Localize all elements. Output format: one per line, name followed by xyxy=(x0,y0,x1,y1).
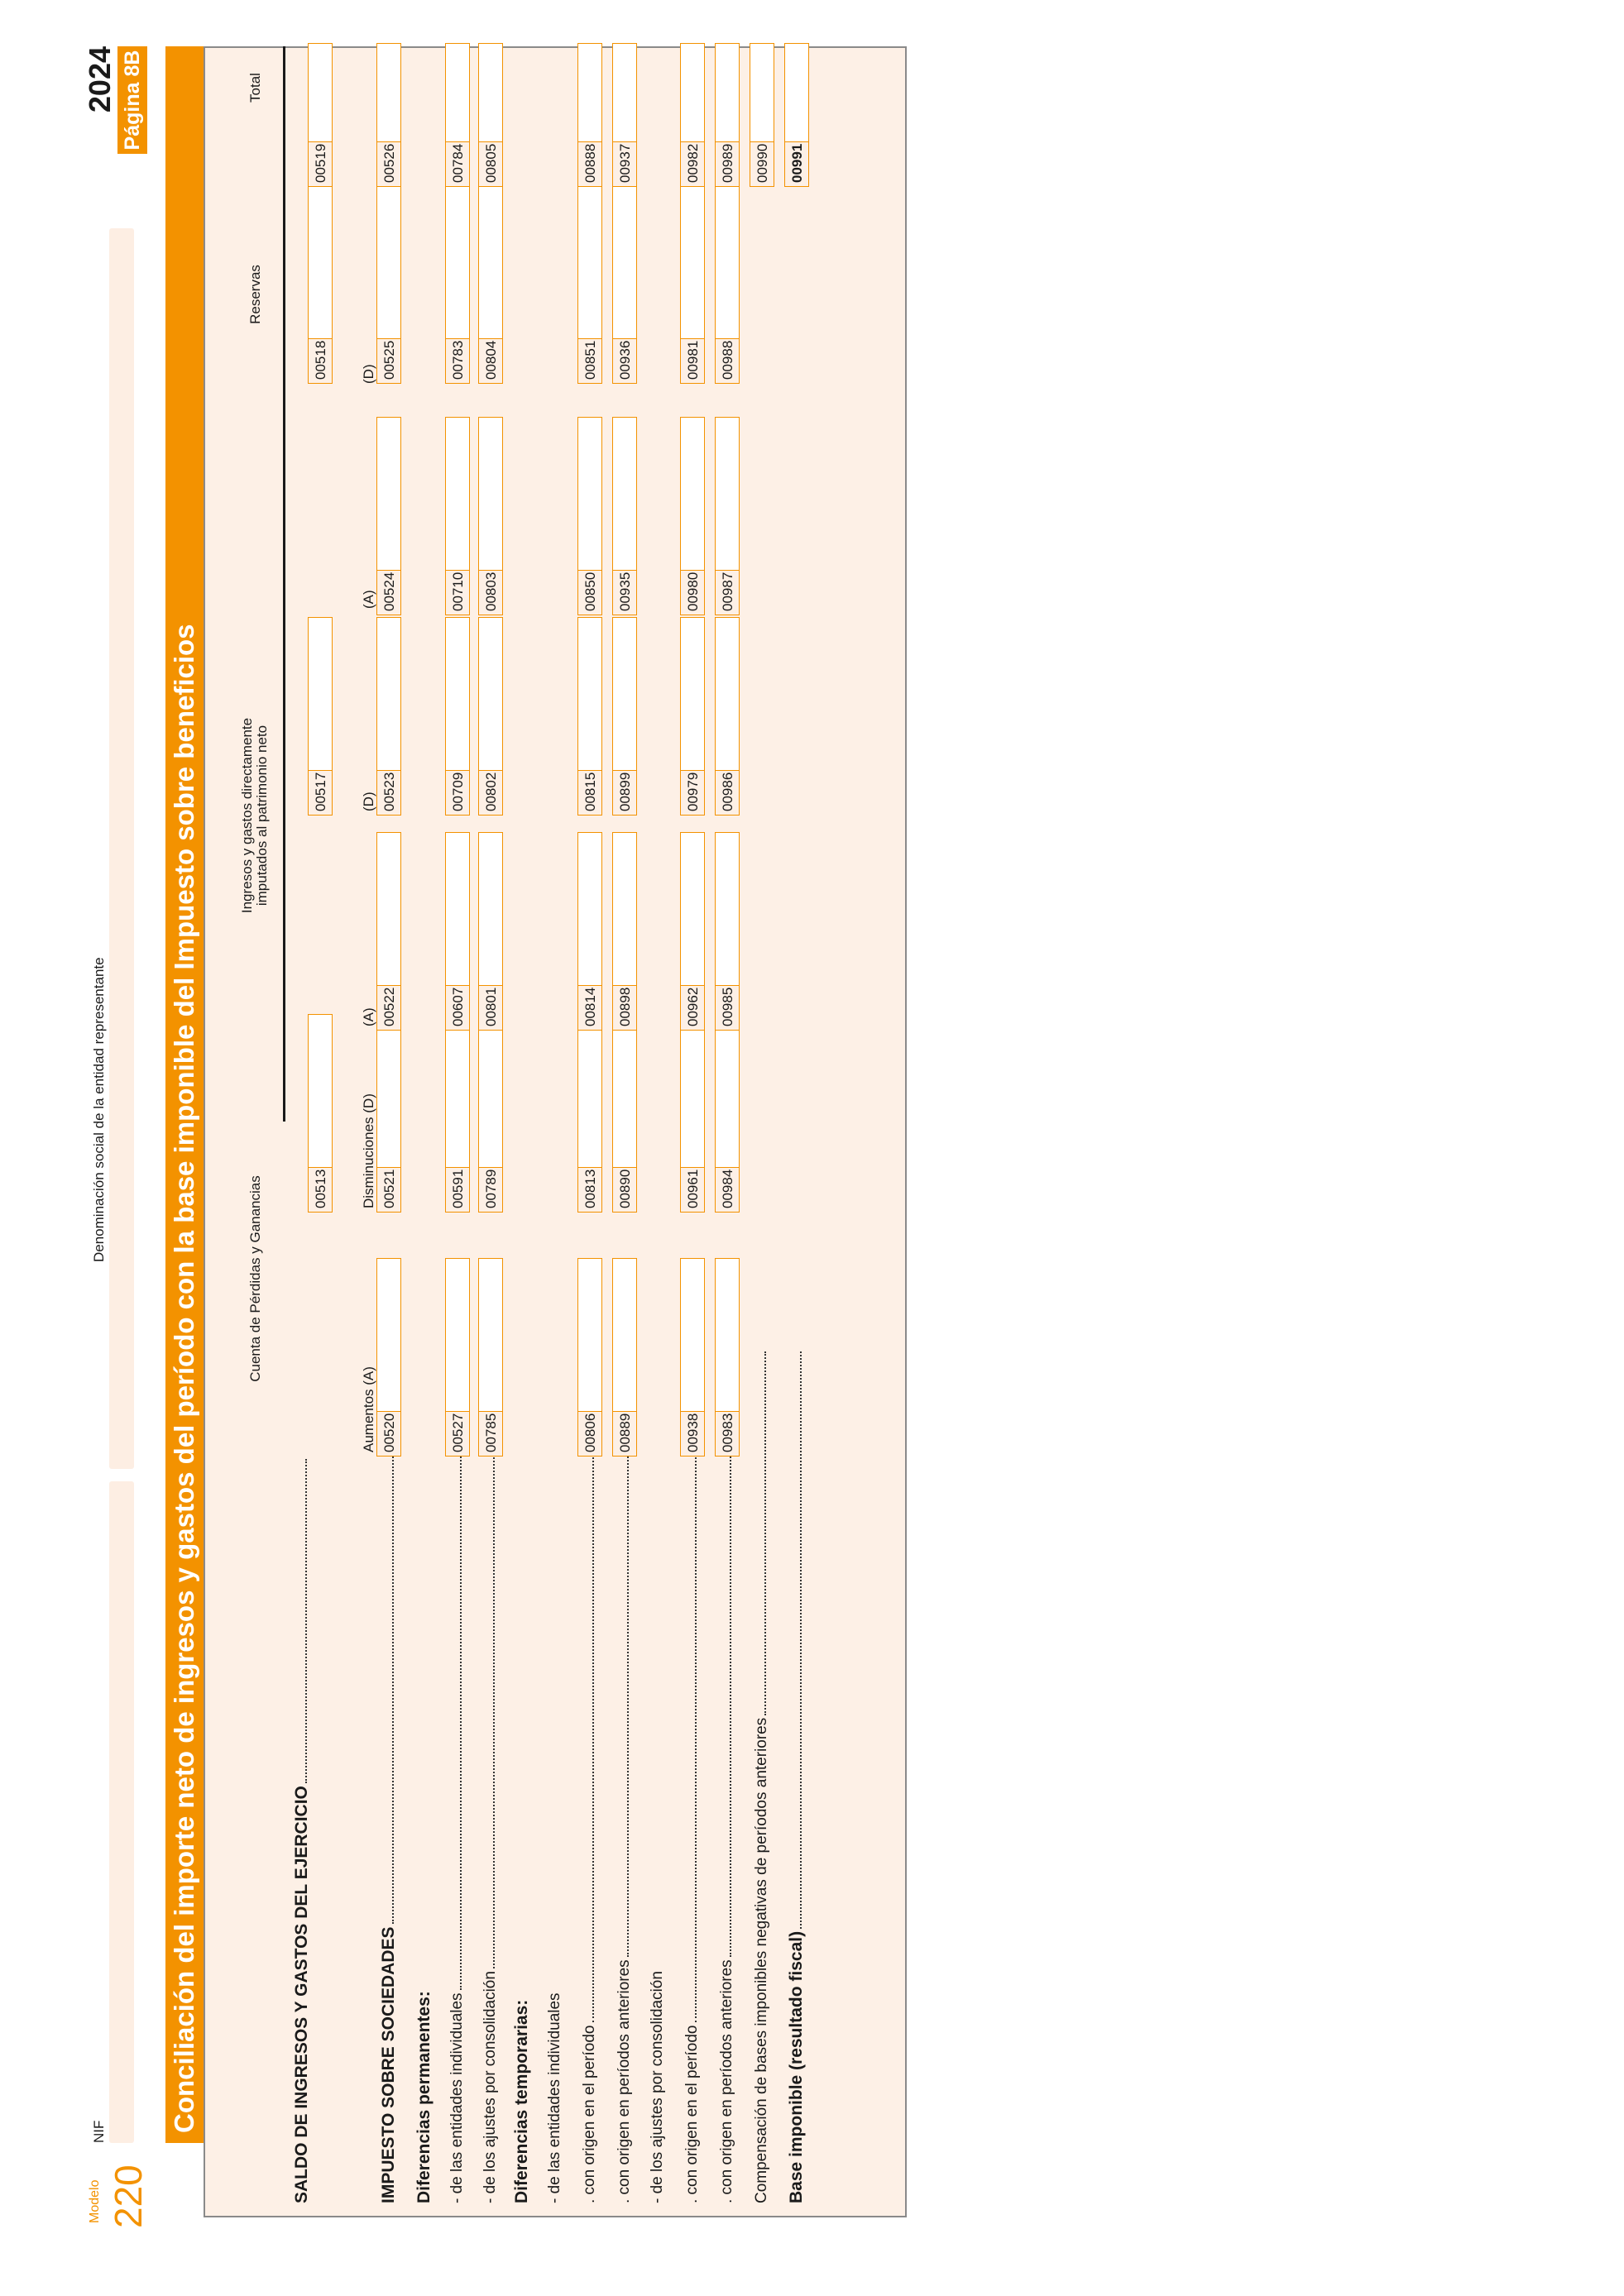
box-code-00527: 00527 xyxy=(445,1412,470,1457)
box-code-00518: 00518 xyxy=(308,339,333,384)
box-code-00524: 00524 xyxy=(376,571,401,615)
box-input-00962[interactable] xyxy=(680,832,705,986)
box-input-00591[interactable] xyxy=(445,1014,470,1168)
box-code-00517: 00517 xyxy=(308,771,333,816)
box-input-00936[interactable] xyxy=(612,185,637,339)
header-disminuciones: Disminuciones (D) xyxy=(361,1093,376,1208)
row-label: Base imponible (resultado fiscal) xyxy=(786,1351,807,2203)
row-label: - de las entidades individuales xyxy=(447,1368,468,2203)
box-input-00513[interactable] xyxy=(308,1014,333,1168)
box-input-00520[interactable] xyxy=(376,1258,401,1412)
header-ing-d: (D) xyxy=(361,792,376,811)
box-input-00521[interactable] xyxy=(376,1014,401,1168)
box-input-00983[interactable] xyxy=(715,1258,740,1412)
box-code-00513: 00513 xyxy=(308,1168,333,1213)
modelo-number: 220 xyxy=(107,2164,150,2228)
box-input-00850[interactable] xyxy=(577,417,602,571)
box-code-00987: 00987 xyxy=(715,571,740,615)
box-input-00980[interactable] xyxy=(680,417,705,571)
nif-field[interactable] xyxy=(109,1481,134,2143)
header-total: Total xyxy=(247,73,263,103)
box-input-00935[interactable] xyxy=(612,417,637,571)
box-code-00520: 00520 xyxy=(376,1412,401,1457)
row-label: Compensación de bases imponibles negativas de períodos anteriores xyxy=(751,1351,773,2203)
header-aumentos: Aumentos (A) xyxy=(361,1366,376,1452)
row-label: - de los ajustes por consolidación xyxy=(649,1971,666,2203)
denominacion-field[interactable] xyxy=(109,228,134,1469)
box-code-00783: 00783 xyxy=(445,339,470,384)
header-main-rule xyxy=(283,46,285,1122)
box-input-00523[interactable] xyxy=(376,617,401,771)
box-code-00850: 00850 xyxy=(577,571,602,615)
box-input-00783[interactable] xyxy=(445,185,470,339)
box-input-00938[interactable] xyxy=(680,1258,705,1412)
box-input-00899[interactable] xyxy=(612,617,637,771)
box-input-00961[interactable] xyxy=(680,1014,705,1168)
box-input-00789[interactable] xyxy=(478,1014,503,1168)
box-input-00988[interactable] xyxy=(715,185,740,339)
box-input-00784[interactable] xyxy=(445,43,470,142)
box-code-00710: 00710 xyxy=(445,571,470,615)
page-badge: Página 8B xyxy=(117,46,147,154)
box-code-00986: 00986 xyxy=(715,771,740,816)
box-input-00517[interactable] xyxy=(308,617,333,771)
box-code-00803: 00803 xyxy=(478,571,503,615)
box-code-00815: 00815 xyxy=(577,771,602,816)
box-code-00991: 00991 xyxy=(784,142,809,187)
box-code-00802: 00802 xyxy=(478,771,503,816)
box-code-00814: 00814 xyxy=(577,986,602,1031)
box-input-00986[interactable] xyxy=(715,617,740,771)
row-label: . con origen en el período xyxy=(579,1368,601,2203)
box-code-00938: 00938 xyxy=(680,1412,705,1457)
box-code-00806: 00806 xyxy=(577,1412,602,1457)
header-cpyg: Cuenta de Pérdidas y Ganancias xyxy=(247,1175,263,1382)
box-input-00979[interactable] xyxy=(680,617,705,771)
box-code-00805: 00805 xyxy=(478,142,503,187)
box-code-00890: 00890 xyxy=(612,1168,637,1213)
box-input-00785[interactable] xyxy=(478,1258,503,1412)
box-code-00526: 00526 xyxy=(376,142,401,187)
box-input-00815[interactable] xyxy=(577,617,602,771)
box-input-00982[interactable] xyxy=(680,43,705,142)
box-input-00527[interactable] xyxy=(445,1258,470,1412)
box-code-00984: 00984 xyxy=(715,1168,740,1213)
box-input-00802[interactable] xyxy=(478,617,503,771)
box-code-00525: 00525 xyxy=(376,339,401,384)
denominacion-label: Denominación social de la entidad representante xyxy=(91,957,107,1262)
box-input-00991[interactable] xyxy=(784,43,809,142)
box-code-00521: 00521 xyxy=(376,1168,401,1213)
box-input-00801[interactable] xyxy=(478,832,503,986)
box-input-00888[interactable] xyxy=(577,43,602,142)
box-code-00888: 00888 xyxy=(577,142,602,187)
header-res-a: (A) xyxy=(361,590,376,609)
header-ing-a: (A) xyxy=(361,1007,376,1026)
box-code-00591: 00591 xyxy=(445,1168,470,1213)
header-ingresos-line1: Ingresos y gastos directamente xyxy=(239,717,255,914)
box-input-00898[interactable] xyxy=(612,832,637,986)
box-input-00890[interactable] xyxy=(612,1014,637,1168)
box-code-00785: 00785 xyxy=(478,1412,503,1457)
box-code-00982: 00982 xyxy=(680,142,705,187)
box-input-00989[interactable] xyxy=(715,43,740,142)
box-input-00889[interactable] xyxy=(612,1258,637,1412)
box-code-00889: 00889 xyxy=(612,1412,637,1457)
box-input-00803[interactable] xyxy=(478,417,503,571)
header-ingresos-line2: imputados al patrimonio neto xyxy=(254,725,270,906)
box-input-00937[interactable] xyxy=(612,43,637,142)
box-input-00525[interactable] xyxy=(376,185,401,339)
box-input-00984[interactable] xyxy=(715,1014,740,1168)
row-label: . con origen en períodos anteriores xyxy=(716,1368,738,2203)
box-code-00899: 00899 xyxy=(612,771,637,816)
box-code-00784: 00784 xyxy=(445,142,470,187)
modelo-label: Modelo xyxy=(88,2179,102,2223)
box-input-00985[interactable] xyxy=(715,832,740,986)
box-input-00522[interactable] xyxy=(376,832,401,986)
box-input-00607[interactable] xyxy=(445,832,470,986)
box-code-00851: 00851 xyxy=(577,339,602,384)
box-input-00851[interactable] xyxy=(577,185,602,339)
box-input-00524[interactable] xyxy=(376,417,401,571)
row-label: IMPUESTO SOBRE SOCIEDADES xyxy=(378,1368,400,2203)
box-code-00709: 00709 xyxy=(445,771,470,816)
box-code-00804: 00804 xyxy=(478,339,503,384)
box-code-00979: 00979 xyxy=(680,771,705,816)
box-code-00935: 00935 xyxy=(612,571,637,615)
box-input-00709[interactable] xyxy=(445,617,470,771)
box-code-00523: 00523 xyxy=(376,771,401,816)
box-input-00990[interactable] xyxy=(750,43,774,142)
box-code-00990: 00990 xyxy=(750,142,774,187)
nif-label: NIF xyxy=(91,2120,107,2143)
box-code-00988: 00988 xyxy=(715,339,740,384)
box-code-00789: 00789 xyxy=(478,1168,503,1213)
box-code-00981: 00981 xyxy=(680,339,705,384)
box-code-00522: 00522 xyxy=(376,986,401,1031)
box-code-00937: 00937 xyxy=(612,142,637,187)
box-input-00813[interactable] xyxy=(577,1014,602,1168)
box-input-00814[interactable] xyxy=(577,832,602,986)
row-label: . con origen en períodos anteriores xyxy=(614,1368,635,2203)
box-input-00518[interactable] xyxy=(308,185,333,339)
box-input-00519[interactable] xyxy=(308,43,333,142)
box-code-00813: 00813 xyxy=(577,1168,602,1213)
box-input-00526[interactable] xyxy=(376,43,401,142)
box-code-00985: 00985 xyxy=(715,986,740,1031)
header-reservas: Reservas xyxy=(247,265,263,324)
row-label: Diferencias permanentes: xyxy=(414,1991,434,2203)
box-input-00981[interactable] xyxy=(680,185,705,339)
box-code-00989: 00989 xyxy=(715,142,740,187)
box-code-00936: 00936 xyxy=(612,339,637,384)
row-label: - de los ajustes por consolidación xyxy=(480,1368,501,2203)
year-label: 2024 xyxy=(83,46,117,113)
box-code-00961: 00961 xyxy=(680,1168,705,1213)
box-code-00980: 00980 xyxy=(680,571,705,615)
header-res-d: (D) xyxy=(361,364,376,384)
box-input-00805[interactable] xyxy=(478,43,503,142)
box-code-00607: 00607 xyxy=(445,986,470,1031)
box-input-00804[interactable] xyxy=(478,185,503,339)
box-input-00710[interactable] xyxy=(445,417,470,571)
box-code-00898: 00898 xyxy=(612,986,637,1031)
row-label: SALDO DE INGRESOS Y GASTOS DEL EJERCICIO xyxy=(291,1459,313,2203)
box-code-00962: 00962 xyxy=(680,986,705,1031)
box-input-00806[interactable] xyxy=(577,1258,602,1412)
box-code-00801: 00801 xyxy=(478,986,503,1031)
box-input-00987[interactable] xyxy=(715,417,740,571)
section-title: Conciliación del importe neto de ingresos y gastos del período con la base imponible del Impuesto sobre beneficios xyxy=(165,46,204,2143)
row-label: . con origen en el período xyxy=(682,1368,703,2203)
box-code-00983: 00983 xyxy=(715,1412,740,1457)
row-label: - de las entidades individuales xyxy=(546,1992,563,2203)
row-label: Diferencias temporarias: xyxy=(512,1999,531,2203)
box-code-00519: 00519 xyxy=(308,142,333,187)
